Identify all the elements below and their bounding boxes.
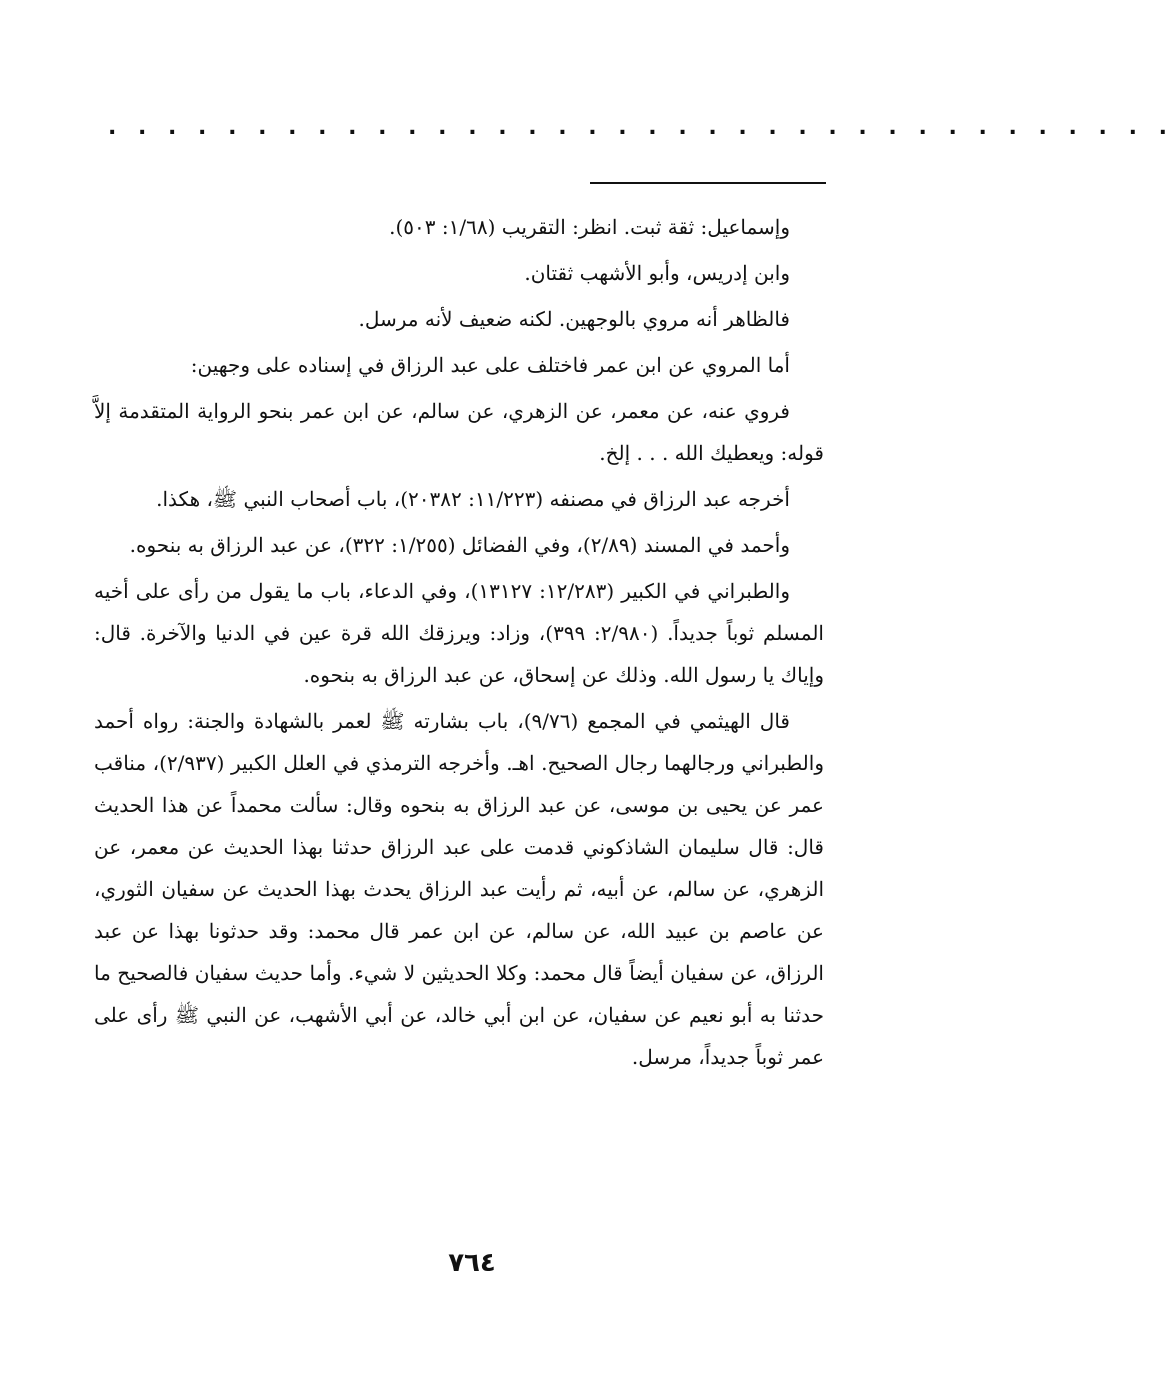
paragraph: أخرجه عبد الرزاق في مصنفه (١١/٢٢٣: ٢٠٣٨٢)، باب أصحاب النبي ﷺ، هكذا. bbox=[156, 487, 790, 511]
footnote-text bbox=[94, 206, 824, 1082]
paragraph: وإسماعيل: ثقة ثبت. انظر: التقريب (١/٦٨: ٥٠٣). bbox=[389, 215, 790, 239]
paragraph: وابن إدريس، وأبو الأشهب ثقتان. bbox=[524, 261, 790, 285]
page-number: ٧٦٤ bbox=[448, 1248, 496, 1278]
paragraph: فروي عنه، عن معمر، عن الزهري، عن سالم، عن ابن عمر بنحو الرواية المتقدمة إلاَّ قوله: ويعطيك الله . . . إلخ. bbox=[94, 399, 824, 465]
paragraph: والطبراني في الكبير (١٢/٢٨٣: ١٣١٢٧)، وفي الدعاء، باب ما يقول من رأى على أخيه المسلم ثوباً جديداً. (٢/٩٨٠: ٣٩٩)، وزاد: ويرزقك الله قرة عين في الدنيا والآخرة. قال: وإياك يا رسول الله. وذلك عن إسحاق، عن عبد الرزاق به بنحوه. bbox=[94, 579, 824, 687]
paragraph: وأحمد في المسند (٢/٨٩)، وفي الفضائل (١/٢٥٥: ٣٢٢)، عن عبد الرزاق به بنحوه. bbox=[129, 533, 790, 557]
paragraph: فالظاهر أنه مروي بالوجهين. لكنه ضعيف لأنه مرسل. bbox=[358, 307, 790, 331]
paragraph: قال الهيثمي في المجمع (٩/٧٦)، باب بشارته ﷺ لعمر بالشهادة والجنة: رواه أحمد والطبراني ورجالهما رجال الصحيح. اهـ. وأخرجه الترمذي في العلل الكبير (٢/٩٣٧)، مناقب عمر عن يحيى بن موسى، عن عبد الرزاق به بنحوه وقال: سألت محمداً عن هذا الحديث قال: قال سليمان الشاذكوني قدمت على عبد الرزاق حدثنا بهذا الحديث عن معمر، عن الزهري، عن سالم، عن أبيه، ثم رأيت عبد الرزاق يحدث بهذا الحديث عن سفيان الثوري، عن عاصم بن عبيد الله، عن سالم، عن ابن عمر قال محمد: وقد حدثونا بهذا عن عبد الرزاق، عن سفيان أيضاً قال محمد: وكلا الحديثين لا شيء. وأما حديث سفيان فالصحيح ما حدثنا به أبو نعيم عن سفيان، عن ابن أبي خالد، عن أبي الأشهب، عن النبي ﷺ رأى على عمر ثوباً جديداً، مرسل. bbox=[94, 709, 824, 1069]
dotted-separator: . . . . . . . . . . . . . . . . . . . . . . . . . . . . . . . . . . . . bbox=[108, 115, 1174, 140]
footnote-rule bbox=[590, 182, 826, 184]
paragraph: أما المروي عن ابن عمر فاختلف على عبد الرزاق في إسناده على وجهين: bbox=[190, 353, 790, 377]
